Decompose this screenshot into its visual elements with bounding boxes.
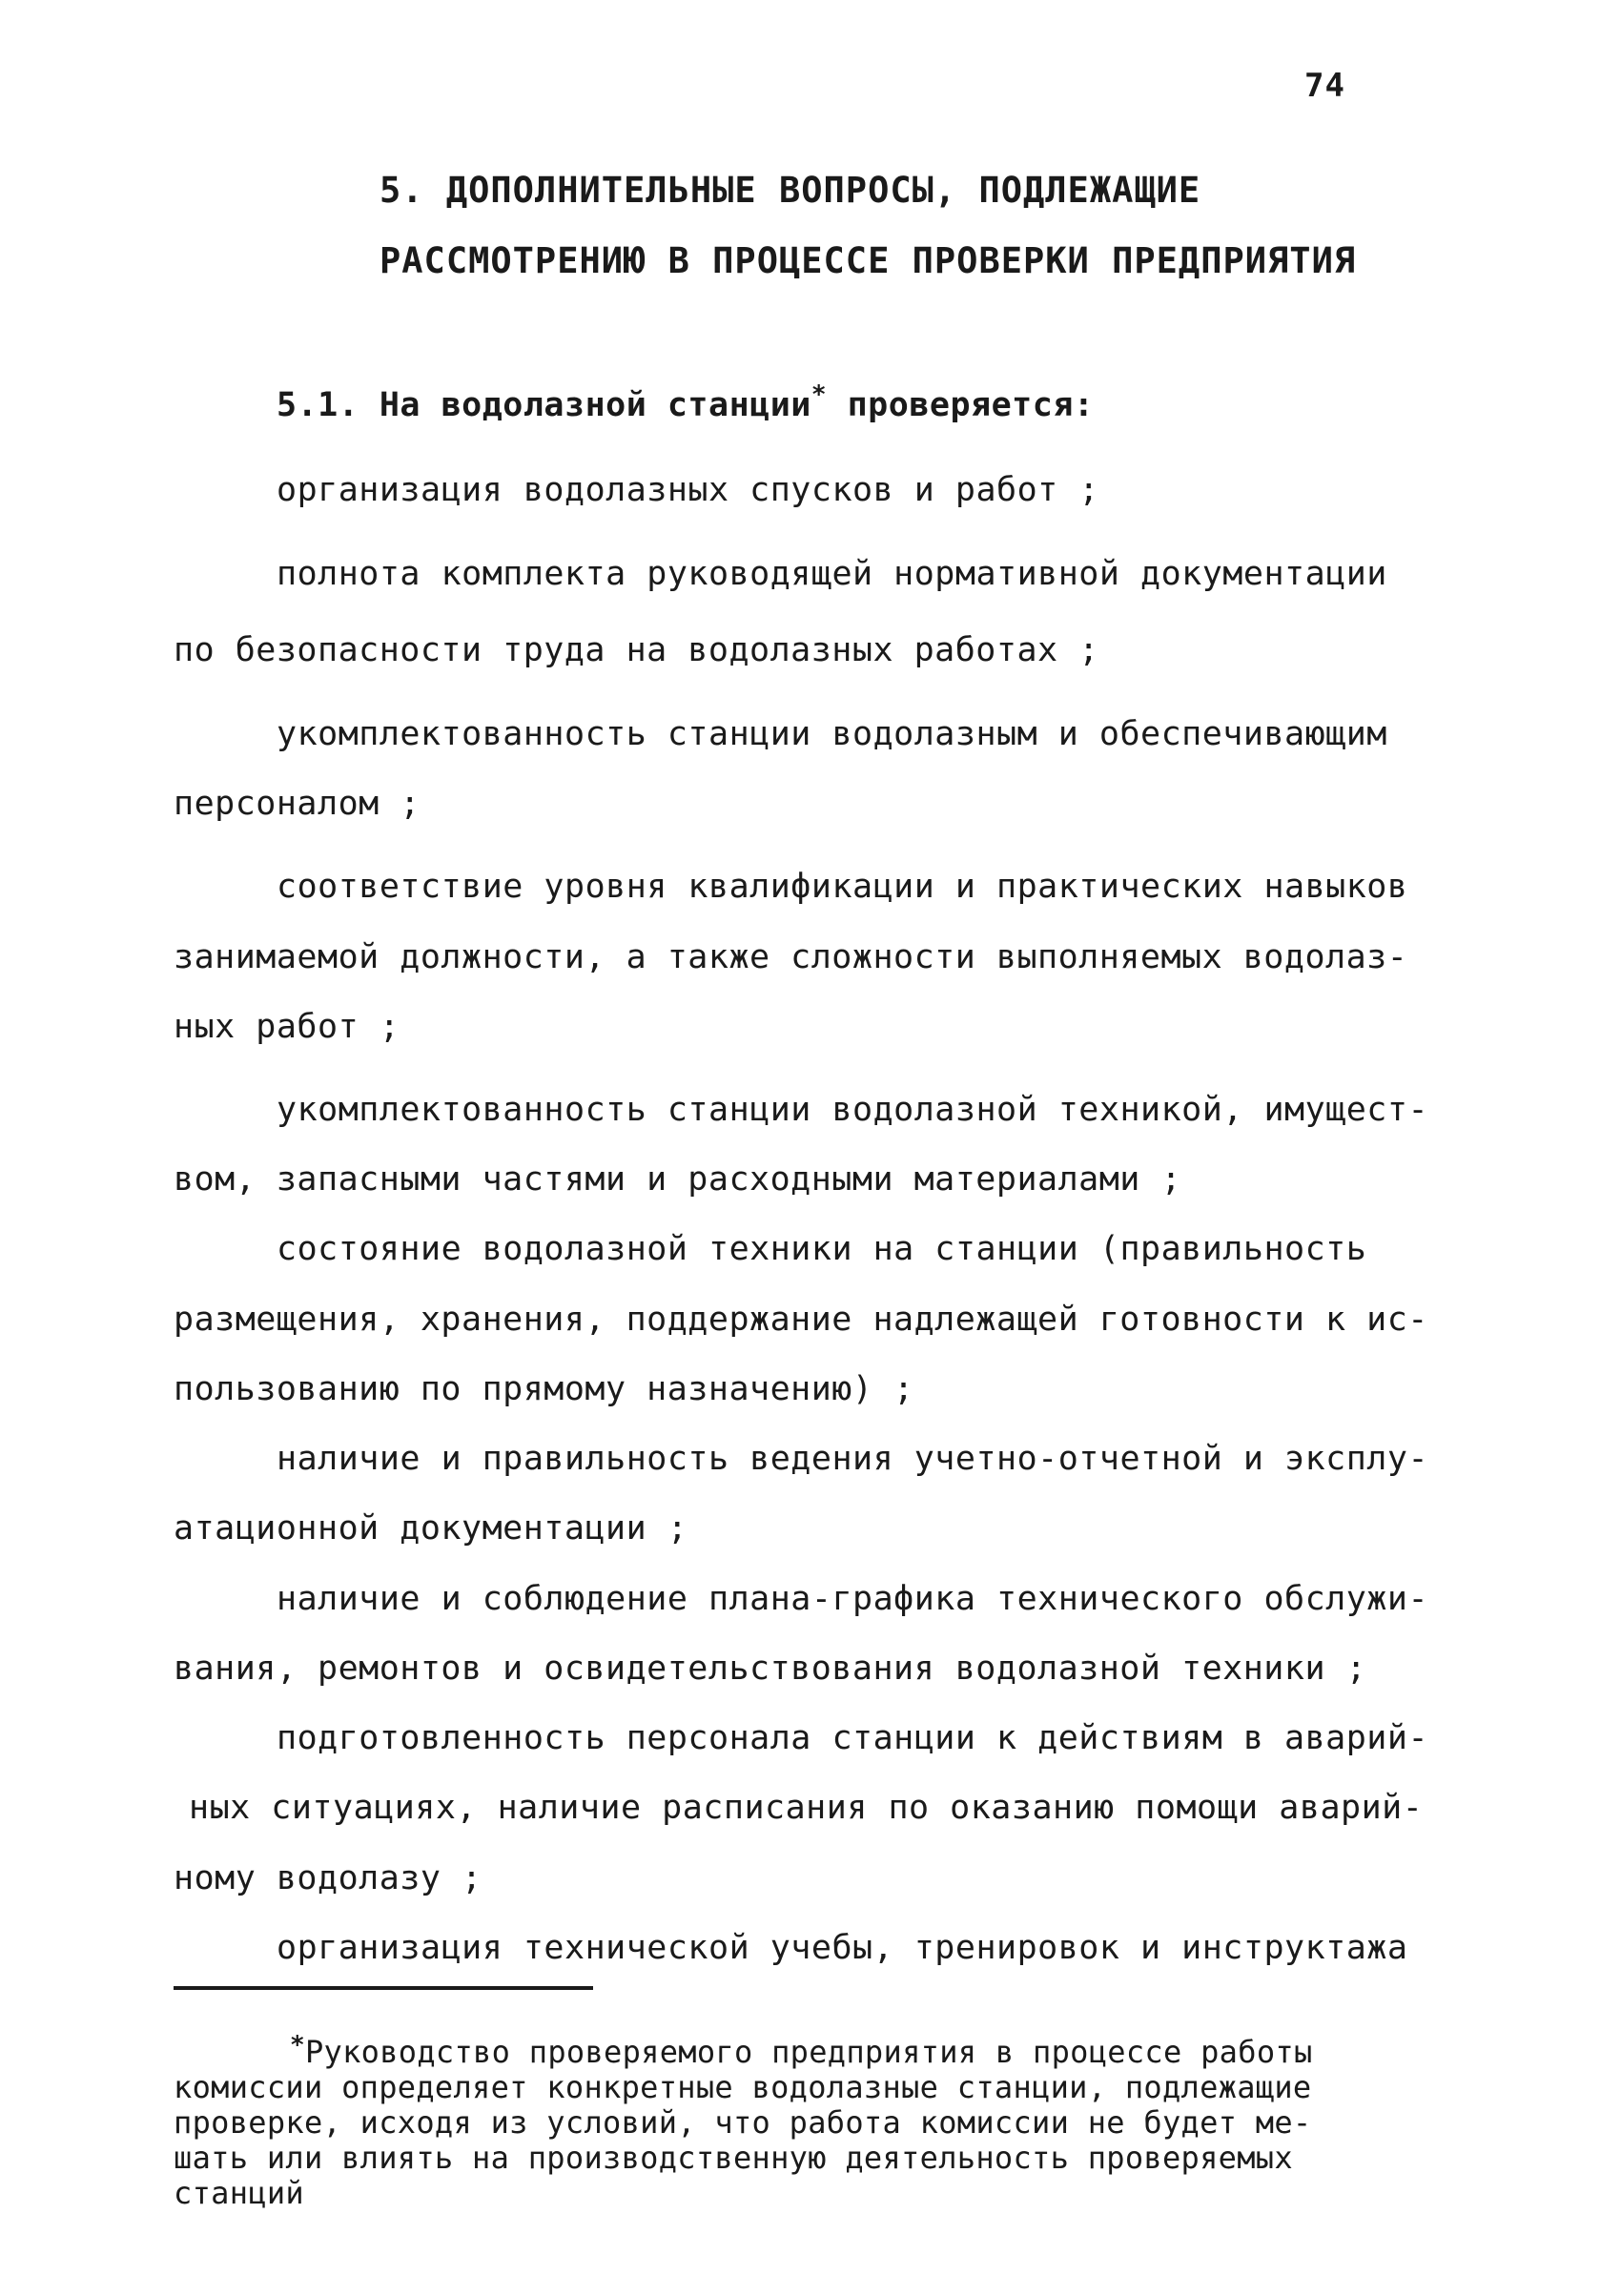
body-line: атационной документации ; <box>174 1509 688 1548</box>
body-line: укомплектованность станции водолазным и обеспечивающим <box>277 715 1387 753</box>
paragraph-5-1-lead <box>277 380 1095 424</box>
body-line: состояние водолазной техники на станции (правильность <box>277 1230 1367 1268</box>
section-title-line-1: 5. ДОПОЛНИТЕЛЬНЫЕ ВОПРОСЫ, ПОДЛЕЖАЩИЕ <box>380 170 1201 211</box>
footnote-line-5: станций <box>174 2175 304 2211</box>
paragraph-5-1-lead-after: проверяется: <box>827 386 1095 424</box>
body-line: размещения, хранения, поддержание надлежащей готовности к ис- <box>174 1301 1428 1339</box>
body-line: вом, запасными частями и расходными материалами ; <box>174 1160 1182 1199</box>
body-line: наличие и соблюдение плана-графика технического обслужи- <box>277 1580 1429 1618</box>
section-title-line-2: РАССМОТРЕНИЮ В ПРОЦЕССЕ ПРОВЕРКИ ПРЕДПРИЯТИЯ <box>380 240 1357 281</box>
body-line: полнота комплекта руководящей нормативной документации <box>277 555 1387 593</box>
footnote-line-2: комиссии определяет конкретные водолазные станции, подлежащие <box>174 2069 1312 2105</box>
footnote-mark: * <box>290 2031 305 2060</box>
body-line: ному водолазу ; <box>174 1859 482 1897</box>
body-line: подготовленность персонала станции к действиям в аварий- <box>277 1719 1429 1757</box>
body-line: соответствие уровня квалификации и практических навыков <box>277 868 1408 906</box>
body-line: организация технической учебы, тренировок и инструктажа <box>277 1929 1408 1967</box>
paragraph-5-1-lead-before: 5.1. На водолазной станции <box>277 386 811 424</box>
footnote-line-3: проверке, исходя из условий, что работа комиссии не будет ме- <box>174 2104 1312 2141</box>
footnote-line-4: шать или влиять на производственную деятельность проверяемых <box>174 2140 1293 2176</box>
body-line: персоналом ; <box>174 785 421 823</box>
body-line: занимаемой должности, а также сложности выполняемых водолаз- <box>174 938 1408 976</box>
footnote-line-1 <box>290 2031 1313 2070</box>
body-line: вания, ремонтов и освидетельствования водолазной техники ; <box>174 1650 1367 1688</box>
body-line: организация водолазных спусков и работ ; <box>277 471 1099 509</box>
footnote-divider <box>174 1986 593 1990</box>
page-number: 74 <box>1304 67 1345 105</box>
body-line: по безопасности труда на водолазных работах ; <box>174 631 1099 669</box>
body-line: наличие и правильность ведения учетно-отчетной и эксплу- <box>277 1440 1429 1478</box>
footnote-line-1-text: Руководство проверяемого предприятия в процессе работы <box>304 2034 1313 2070</box>
body-line: ных ситуациях, наличие расписания по оказанию помощи аварий- <box>189 1789 1424 1827</box>
body-line: укомплектованность станции водолазной техникой, имущест- <box>277 1091 1429 1129</box>
body-line: ных работ ; <box>174 1008 400 1046</box>
footnote-reference-mark: * <box>810 380 828 409</box>
body-line: пользованию по прямому назначению) ; <box>174 1370 914 1408</box>
